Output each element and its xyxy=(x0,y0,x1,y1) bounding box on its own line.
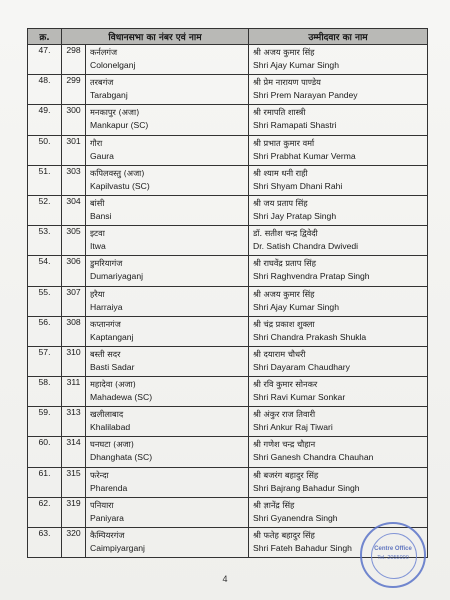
candidate-name-english: Shri Ankur Raj Tiwari xyxy=(253,422,333,433)
row-candidate-cell xyxy=(249,467,428,497)
row-constituency-number: 308 xyxy=(62,316,86,346)
constituency-name-english: Tarabganj xyxy=(90,90,128,101)
row-constituency-number: 320 xyxy=(62,528,86,558)
candidate-name-hindi: श्री जय प्रताप सिंह xyxy=(253,197,308,208)
table-row xyxy=(28,286,428,316)
row-constituency-cell xyxy=(86,226,249,256)
candidate-list-table xyxy=(27,28,428,558)
constituency-name-hindi: कपिलवस्तु (अजा) xyxy=(90,167,145,178)
candidate-name-english: Shri Raghvendra Pratap Singh xyxy=(253,271,370,282)
constituency-name-english: Basti Sadar xyxy=(90,361,135,372)
row-serial: 62. xyxy=(28,497,62,527)
candidate-name-hindi: श्री प्रभात कुमार वर्मा xyxy=(253,137,315,148)
row-candidate-cell xyxy=(249,286,428,316)
candidate-name-hindi: श्री रवि कुमार सोनकर xyxy=(253,379,318,390)
table-row xyxy=(28,316,428,346)
candidate-name-hindi: श्री गणेश चन्द्र चौहान xyxy=(253,439,316,450)
row-serial: 53. xyxy=(28,226,62,256)
candidate-name-english: Shri Gyanendra Singh xyxy=(253,512,338,523)
page-number: 4 xyxy=(222,574,228,584)
row-constituency-cell xyxy=(86,256,249,286)
row-constituency-cell xyxy=(86,528,249,558)
candidate-name-hindi: श्री बजरंग बहादुर सिंह xyxy=(253,469,319,480)
row-constituency-number: 303 xyxy=(62,165,86,195)
candidate-name-english: Shri Fateh Bahadur Singh xyxy=(253,543,352,553)
row-serial: 63. xyxy=(28,528,62,558)
row-constituency-number: 300 xyxy=(62,105,86,135)
header-serial: क्र. xyxy=(28,29,62,45)
candidate-name-hindi: श्री अजय कुमार सिंह xyxy=(253,288,315,299)
row-candidate-cell xyxy=(249,316,428,346)
candidate-name-hindi: श्री ज्ञानेंद्र सिंह xyxy=(253,499,295,510)
candidate-name-hindi: श्री फतेह बहादुर सिंह xyxy=(253,530,315,540)
seal-text-office: Centre Office xyxy=(374,546,412,552)
row-constituency-cell xyxy=(86,165,249,195)
row-constituency-number: 310 xyxy=(62,346,86,376)
row-constituency-cell xyxy=(86,316,249,346)
constituency-name-english: Harraiya xyxy=(90,301,123,312)
constituency-name-english: Mankapur (SC) xyxy=(90,120,149,131)
row-candidate-cell xyxy=(249,195,428,225)
candidate-name-english: Shri Prem Narayan Pandey xyxy=(253,90,358,101)
candidate-name-hindi: श्री अंकुर राज तिवारी xyxy=(253,409,316,420)
candidate-name-hindi: श्री अजय कुमार सिंह xyxy=(253,47,315,57)
constituency-name-hindi: महादेवा (अजा) xyxy=(90,379,136,390)
constituency-name-english: Dumariyaganj xyxy=(90,271,144,282)
header-candidate: उम्मीदवार का नाम xyxy=(249,29,428,45)
table-row xyxy=(28,437,428,467)
table-row xyxy=(28,497,428,527)
table-row xyxy=(28,256,428,286)
row-constituency-number: 305 xyxy=(62,226,86,256)
row-serial: 57. xyxy=(28,346,62,376)
row-candidate-cell xyxy=(249,346,428,376)
table-header-row xyxy=(28,29,428,45)
row-constituency-cell xyxy=(86,497,249,527)
row-candidate-cell xyxy=(249,45,428,75)
row-serial: 61. xyxy=(28,467,62,497)
row-constituency-cell xyxy=(86,105,249,135)
table-row xyxy=(28,346,428,376)
constituency-name-english: Kaptanganj xyxy=(90,331,134,342)
candidate-name-hindi: श्री राघवेंद्र प्रताप सिंह xyxy=(253,258,317,269)
candidate-name-hindi: श्री रमापति शास्त्री xyxy=(253,107,306,118)
table-row xyxy=(28,75,428,105)
row-constituency-number: 315 xyxy=(62,467,86,497)
row-serial: 49. xyxy=(28,105,62,135)
constituency-name-hindi: मनकापुर (अजा) xyxy=(90,107,140,118)
constituency-name-english: Dhanghata (SC) xyxy=(90,452,153,463)
constituency-name-hindi: कप्तानगंज xyxy=(90,318,121,329)
row-constituency-cell xyxy=(86,75,249,105)
row-candidate-cell xyxy=(249,135,428,165)
row-candidate-cell xyxy=(249,165,428,195)
constituency-name-english: Kapilvastu (SC) xyxy=(90,180,150,191)
row-serial: 54. xyxy=(28,256,62,286)
seal-text-phone: Tel. 2055000 xyxy=(377,555,409,561)
candidate-name-english: Shri Prabhat Kumar Verma xyxy=(253,150,356,161)
table-row xyxy=(28,407,428,437)
constituency-name-hindi: तरबगंज xyxy=(90,77,114,88)
candidate-name-hindi: श्री श्याम धनी राही xyxy=(253,167,308,178)
row-constituency-number: 306 xyxy=(62,256,86,286)
row-serial: 56. xyxy=(28,316,62,346)
table-row xyxy=(28,165,428,195)
table-row xyxy=(28,135,428,165)
table-row xyxy=(28,195,428,225)
row-constituency-cell xyxy=(86,437,249,467)
table-row xyxy=(28,45,428,75)
row-constituency-cell xyxy=(86,195,249,225)
row-constituency-cell xyxy=(86,377,249,407)
row-serial: 50. xyxy=(28,135,62,165)
candidate-name-english: Shri Ramapati Shastri xyxy=(253,120,337,131)
candidate-name-english: Shri Chandra Prakash Shukla xyxy=(253,331,367,342)
constituency-name-hindi: घनघटा (अजा) xyxy=(90,439,134,450)
candidate-name-english: Shri Ajay Kumar Singh xyxy=(253,301,339,312)
row-candidate-cell xyxy=(249,75,428,105)
row-serial: 52. xyxy=(28,195,62,225)
candidate-name-english: Shri Ravi Kumar Sonkar xyxy=(253,392,346,403)
constituency-name-hindi: इटवा xyxy=(90,228,105,239)
row-candidate-cell xyxy=(249,437,428,467)
candidate-name-english: Shri Ganesh Chandra Chauhan xyxy=(253,452,374,463)
row-serial: 51. xyxy=(28,165,62,195)
constituency-name-hindi: कर्नलगंज xyxy=(90,47,118,57)
table-row xyxy=(28,377,428,407)
row-constituency-cell xyxy=(86,286,249,316)
constituency-name-english: Caimpiyarganj xyxy=(90,543,145,553)
row-constituency-cell xyxy=(86,467,249,497)
row-constituency-cell xyxy=(86,346,249,376)
row-candidate-cell xyxy=(249,226,428,256)
row-constituency-number: 304 xyxy=(62,195,86,225)
header-constituency: विधानसभा का नंबर एवं नाम xyxy=(62,29,249,45)
candidate-name-english: Shri Shyam Dhani Rahi xyxy=(253,180,343,191)
candidate-name-english: Shri Bajrang Bahadur Singh xyxy=(253,482,360,493)
row-serial: 58. xyxy=(28,377,62,407)
constituency-name-english: Pharenda xyxy=(90,482,128,493)
row-serial: 59. xyxy=(28,407,62,437)
row-candidate-cell xyxy=(249,105,428,135)
candidate-name-hindi: श्री दयाराम चौधरी xyxy=(253,348,306,359)
constituency-name-english: Paniyara xyxy=(90,512,124,523)
constituency-name-english: Mahadewa (SC) xyxy=(90,392,153,403)
row-serial: 48. xyxy=(28,75,62,105)
row-constituency-number: 301 xyxy=(62,135,86,165)
row-constituency-number: 319 xyxy=(62,497,86,527)
constituency-name-hindi: बांसी xyxy=(90,197,105,208)
constituency-name-english: Bansi xyxy=(90,210,112,221)
row-candidate-cell xyxy=(249,256,428,286)
constituency-name-english: Colonelganj xyxy=(90,60,136,70)
constituency-name-hindi: खलीलाबाद xyxy=(90,409,124,420)
row-candidate-cell xyxy=(249,407,428,437)
constituency-name-english: Khalilabad xyxy=(90,422,131,433)
constituency-name-hindi: डुमरियागंज xyxy=(90,258,123,269)
row-constituency-cell xyxy=(86,135,249,165)
constituency-name-hindi: कैम्पियरगंज xyxy=(90,530,125,540)
row-serial: 47. xyxy=(28,45,62,75)
constituency-name-hindi: फरेन्दा xyxy=(90,469,109,480)
constituency-name-hindi: हरैया xyxy=(90,288,105,299)
row-serial: 60. xyxy=(28,437,62,467)
table-row xyxy=(28,467,428,497)
constituency-name-english: Gaura xyxy=(90,150,114,161)
constituency-name-english: Itwa xyxy=(90,241,106,252)
table-row xyxy=(28,105,428,135)
row-serial: 55. xyxy=(28,286,62,316)
constituency-name-hindi: गौरा xyxy=(90,137,103,148)
candidate-name-english: Dr. Satish Chandra Dwivedi xyxy=(253,241,359,252)
table-row xyxy=(28,226,428,256)
candidate-name-hindi: डॉ. सतीश चन्द्र द्विवेदी xyxy=(253,228,318,239)
constituency-name-hindi: बस्ती सदर xyxy=(90,348,121,359)
candidate-name-hindi: श्री चंद्र प्रकाश शुक्ला xyxy=(253,318,315,329)
row-candidate-cell xyxy=(249,377,428,407)
constituency-name-hindi: पनियारा xyxy=(90,499,114,510)
candidate-name-english: Shri Jay Pratap Singh xyxy=(253,210,337,221)
candidate-name-hindi: श्री प्रेम नारायण पाण्डेय xyxy=(253,77,321,88)
candidate-name-english: Shri Dayaram Chaudhary xyxy=(253,361,350,372)
row-constituency-cell xyxy=(86,45,249,75)
row-constituency-number: 311 xyxy=(62,377,86,407)
candidate-name-english: Shri Ajay Kumar Singh xyxy=(253,60,339,70)
row-constituency-number: 298 xyxy=(62,45,86,75)
row-constituency-cell xyxy=(86,407,249,437)
row-constituency-number: 299 xyxy=(62,75,86,105)
row-constituency-number: 313 xyxy=(62,407,86,437)
row-constituency-number: 314 xyxy=(62,437,86,467)
row-constituency-number: 307 xyxy=(62,286,86,316)
